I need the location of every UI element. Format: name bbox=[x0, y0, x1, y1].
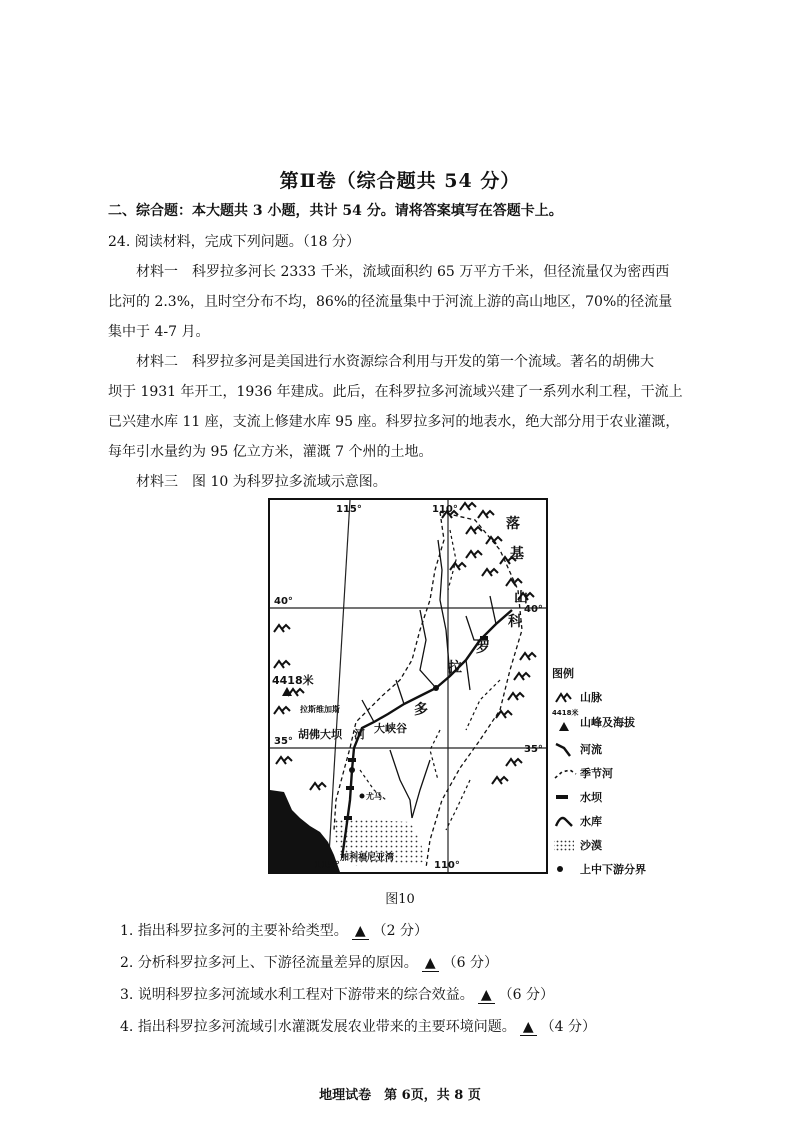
peak-label: 4418米 bbox=[272, 674, 314, 687]
hoover-dam-label: 胡佛大坝 bbox=[298, 728, 342, 741]
las-vegas-label: 拉斯维加斯 bbox=[300, 705, 340, 714]
material1-line: 集中于 4-7 月。 bbox=[108, 324, 210, 340]
question-score: （6 分） bbox=[442, 955, 498, 971]
legend-item-reservoir bbox=[552, 810, 602, 832]
river-legend-icon bbox=[552, 740, 580, 758]
legend-item-river bbox=[552, 738, 602, 760]
lon-label-bottom: 110° bbox=[434, 860, 460, 871]
section-instructions: 二、综合题：本大题共 3 小题，共计 54 分。请将答案填写在答题卡上。 bbox=[108, 203, 563, 219]
material2-line: 每年引水量约为 95 亿立方米，灌溉 7 个州的土地。 bbox=[108, 444, 433, 460]
section-divider-point bbox=[433, 685, 439, 691]
question-text: 分析科罗拉多河上、下游径流量差异的原因。 bbox=[137, 955, 418, 971]
sub-question bbox=[120, 1016, 596, 1036]
river-name-char: 科 bbox=[508, 614, 522, 630]
river-suffix-label: 河 bbox=[354, 728, 365, 741]
legend-title: 图例 bbox=[552, 667, 574, 680]
question-text: 说明科罗拉多河流域水利工程对下游带来的综合效益。 bbox=[137, 987, 474, 1003]
legend-item-desert bbox=[552, 834, 602, 856]
material3-line: 材料三 图 10 为科罗拉多流域示意图。 bbox=[136, 474, 387, 490]
question-text: 指出科罗拉多河的主要补给类型。 bbox=[137, 923, 348, 939]
legend-label: 季节河 bbox=[580, 767, 613, 780]
section-divider-point bbox=[349, 767, 355, 773]
material1-line: 材料一 科罗拉多河长 2333 千米，流域面积约 65 万平方千米，但径流量仅为密西西 bbox=[136, 264, 670, 280]
answer-blank[interactable]: ▲ bbox=[352, 923, 369, 940]
desert-legend-icon bbox=[552, 836, 580, 854]
question-score: （4 分） bbox=[540, 1019, 596, 1035]
lat-label-right: 35° bbox=[524, 744, 543, 755]
lon-label-top: 115° bbox=[336, 504, 362, 515]
grand-canyon-label: 大峡谷 bbox=[374, 722, 407, 735]
dam-legend-icon bbox=[552, 788, 580, 806]
lat-label-left: 35° bbox=[274, 736, 293, 747]
legend-label: 上中下游分界 bbox=[580, 863, 646, 876]
sub-question bbox=[120, 920, 428, 940]
material1-line: 比河的 2.3%，且时空分布不均，86%的径流量集中于河流上游的高山地区，70%的径流量 bbox=[108, 294, 673, 310]
dam-mark bbox=[344, 816, 352, 820]
mountain-legend-icon bbox=[552, 688, 580, 706]
legend-item-dam bbox=[552, 786, 602, 808]
yuma-label: 尤马 bbox=[366, 792, 382, 801]
divider-point-legend-icon bbox=[552, 860, 580, 878]
legend-label: 河流 bbox=[580, 743, 602, 756]
peak-legend-sample: 4418米 bbox=[552, 709, 579, 717]
question-number: 4. bbox=[120, 1019, 134, 1035]
map-svg bbox=[270, 500, 546, 872]
seasonal-rivers bbox=[360, 530, 500, 830]
legend-label: 沙漠 bbox=[580, 839, 602, 852]
mountain-symbols bbox=[274, 503, 536, 790]
sub-question bbox=[120, 952, 498, 972]
dam-mark bbox=[346, 786, 354, 790]
legend-item-seasonal-river bbox=[552, 762, 613, 784]
section-title: 第Ⅱ卷（综合题共 54 分） bbox=[279, 170, 521, 192]
tributaries bbox=[362, 540, 496, 818]
question-score: （2 分） bbox=[372, 923, 428, 939]
gulf-label: 加利福尼亚湾 bbox=[340, 853, 395, 863]
peak-legend-icon bbox=[552, 708, 580, 736]
answer-blank[interactable]: ▲ bbox=[478, 987, 495, 1004]
question-header: 24. 阅读材料，完成下列问题。（18 分） bbox=[108, 234, 360, 250]
river-name-char: 罗 bbox=[476, 640, 490, 656]
reservoir-legend-icon bbox=[552, 812, 580, 830]
range-name-char: 基 bbox=[510, 546, 524, 562]
dam-mark bbox=[348, 758, 356, 762]
legend-label: 山峰及海拔 bbox=[580, 716, 635, 729]
range-name-char: 落 bbox=[506, 516, 520, 532]
seasonal-river-legend-icon bbox=[552, 764, 580, 782]
answer-blank[interactable]: ▲ bbox=[422, 955, 439, 972]
basin-boundary bbox=[334, 512, 522, 868]
question-score: （6 分） bbox=[498, 987, 554, 1003]
lat-label-right: 40° bbox=[524, 604, 543, 615]
legend-item-mountains bbox=[552, 686, 602, 708]
legend-label: 山脉 bbox=[580, 691, 602, 704]
answer-blank[interactable]: ▲ bbox=[520, 1019, 537, 1036]
figure-caption: 图10 bbox=[385, 892, 415, 907]
lon-label-top: 110° bbox=[432, 504, 458, 515]
legend-label: 水坝 bbox=[580, 791, 602, 804]
sub-question bbox=[120, 984, 554, 1004]
question-number: 2. bbox=[120, 955, 134, 971]
material2-line: 已兴建水库 11 座，支流上修建水库 95 座。科罗拉多河的地表水，绝大部分用于农业灌溉， bbox=[108, 414, 680, 430]
yuma-dot bbox=[360, 794, 365, 799]
range-name-char: 山 bbox=[514, 590, 528, 606]
colorado-basin-map bbox=[268, 498, 548, 874]
legend-label: 水库 bbox=[580, 815, 602, 828]
question-number: 1. bbox=[120, 923, 134, 939]
river-name-char: 多 bbox=[414, 702, 428, 718]
legend-item-peak bbox=[552, 708, 635, 736]
river-name-char: 拉 bbox=[448, 660, 462, 676]
material2-line: 坝于 1931 年开工，1936 年建成。此后，在科罗拉多河流域兴建了一系列水利工程，干流上 bbox=[108, 384, 683, 400]
question-text: 指出科罗拉多河流域引水灌溉发展农业带来的主要环境问题。 bbox=[137, 1019, 516, 1035]
lat-label-left: 40° bbox=[274, 596, 293, 607]
question-number: 3. bbox=[120, 987, 134, 1003]
material2-line: 材料二 科罗拉多河是美国进行水资源综合利用与开发的第一个流域。著名的胡佛大 bbox=[136, 354, 654, 370]
page-footer: 地理试卷 第 6页，共 8 页 bbox=[319, 1088, 481, 1103]
legend-item-section-divider bbox=[552, 858, 646, 880]
lon-label-bottom: 115° bbox=[314, 860, 340, 871]
